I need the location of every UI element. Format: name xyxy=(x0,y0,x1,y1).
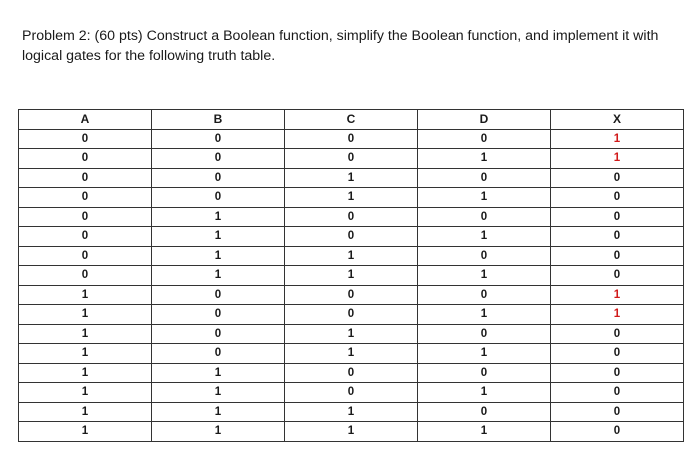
table-cell: 0 xyxy=(19,207,152,227)
table-cell: 0 xyxy=(152,324,285,344)
header-d: D xyxy=(418,110,551,130)
table-row xyxy=(19,168,684,188)
table-cell: 1 xyxy=(551,305,684,325)
table-cell: 0 xyxy=(551,383,684,403)
table-row xyxy=(19,422,684,442)
table-row xyxy=(19,305,684,325)
header-x: X xyxy=(551,110,684,130)
table-cell: 1 xyxy=(285,402,418,422)
table-cell: 1 xyxy=(418,188,551,208)
table-cell: 0 xyxy=(152,129,285,149)
table-cell: 0 xyxy=(285,227,418,247)
table-cell: 0 xyxy=(551,402,684,422)
table-row xyxy=(19,344,684,364)
table-row xyxy=(19,402,684,422)
table-cell: 1 xyxy=(19,305,152,325)
table-cell: 1 xyxy=(418,422,551,442)
table-cell: 0 xyxy=(285,383,418,403)
table-row xyxy=(19,285,684,305)
table-cell: 1 xyxy=(152,363,285,383)
table-cell: 1 xyxy=(285,266,418,286)
table-cell: 0 xyxy=(152,344,285,364)
table-cell: 0 xyxy=(285,305,418,325)
table-row xyxy=(19,188,684,208)
table-cell: 0 xyxy=(19,149,152,169)
table-cell: 1 xyxy=(285,246,418,266)
table-cell: 1 xyxy=(152,402,285,422)
table-cell: 0 xyxy=(551,422,684,442)
table-cell: 0 xyxy=(418,246,551,266)
table-cell: 0 xyxy=(418,207,551,227)
table-header-row xyxy=(19,110,684,130)
table-cell: 0 xyxy=(152,168,285,188)
table-cell: 1 xyxy=(285,188,418,208)
table-cell: 1 xyxy=(152,383,285,403)
table-cell: 0 xyxy=(551,188,684,208)
table-row xyxy=(19,324,684,344)
table-cell: 0 xyxy=(551,227,684,247)
table-row xyxy=(19,227,684,247)
table-cell: 1 xyxy=(418,344,551,364)
table-cell: 1 xyxy=(418,149,551,169)
table-cell: 0 xyxy=(418,324,551,344)
table-cell: 1 xyxy=(418,383,551,403)
table-cell: 1 xyxy=(551,285,684,305)
table-cell: 0 xyxy=(418,363,551,383)
table-cell: 0 xyxy=(551,246,684,266)
table-cell: 0 xyxy=(19,168,152,188)
table-row xyxy=(19,129,684,149)
table-cell: 1 xyxy=(19,402,152,422)
table-cell: 0 xyxy=(551,344,684,364)
table-cell: 0 xyxy=(285,149,418,169)
table-cell: 1 xyxy=(152,266,285,286)
table-cell: 0 xyxy=(285,363,418,383)
table-cell: 1 xyxy=(285,422,418,442)
table-cell: 1 xyxy=(19,383,152,403)
problem-statement: Problem 2: (60 pts) Construct a Boolean function, simplify the Boolean function, and implement it with logical gates for the following truth table. xyxy=(22,28,659,64)
table-cell: 1 xyxy=(152,207,285,227)
table-cell: 0 xyxy=(19,188,152,208)
table-cell: 1 xyxy=(19,285,152,305)
table-cell: 0 xyxy=(285,129,418,149)
table-cell: 1 xyxy=(285,324,418,344)
table-cell: 0 xyxy=(551,324,684,344)
table-body xyxy=(19,129,684,441)
table-cell: 1 xyxy=(551,129,684,149)
table-cell: 1 xyxy=(285,344,418,364)
table-cell: 0 xyxy=(152,149,285,169)
table-cell: 0 xyxy=(19,129,152,149)
table-cell: 1 xyxy=(418,227,551,247)
table-cell: 1 xyxy=(19,422,152,442)
table-cell: 1 xyxy=(152,422,285,442)
table-cell: 1 xyxy=(19,324,152,344)
table-cell: 0 xyxy=(418,129,551,149)
table-cell: 0 xyxy=(152,285,285,305)
table-row xyxy=(19,266,684,286)
truth-table xyxy=(18,109,684,442)
table-cell: 1 xyxy=(418,305,551,325)
table-cell: 1 xyxy=(285,168,418,188)
table-cell: 0 xyxy=(152,188,285,208)
table-row xyxy=(19,246,684,266)
table-row xyxy=(19,363,684,383)
table-cell: 0 xyxy=(551,363,684,383)
table-cell: 1 xyxy=(152,227,285,247)
table-cell: 1 xyxy=(19,363,152,383)
table-cell: 0 xyxy=(418,402,551,422)
table-row xyxy=(19,149,684,169)
table-cell: 1 xyxy=(551,149,684,169)
table-cell: 0 xyxy=(19,266,152,286)
table-row xyxy=(19,207,684,227)
table-cell: 0 xyxy=(418,168,551,188)
header-a: A xyxy=(19,110,152,130)
table-cell: 0 xyxy=(551,207,684,227)
table-cell: 0 xyxy=(285,285,418,305)
table-cell: 1 xyxy=(418,266,551,286)
table-cell: 0 xyxy=(418,285,551,305)
table-cell: 0 xyxy=(551,168,684,188)
table-cell: 0 xyxy=(285,207,418,227)
table-cell: 1 xyxy=(19,344,152,364)
header-c: C xyxy=(285,110,418,130)
table-cell: 0 xyxy=(19,246,152,266)
table-cell: 0 xyxy=(152,305,285,325)
table-cell: 1 xyxy=(152,246,285,266)
table-cell: 0 xyxy=(551,266,684,286)
header-b: B xyxy=(152,110,285,130)
table-cell: 0 xyxy=(19,227,152,247)
table-row xyxy=(19,383,684,403)
